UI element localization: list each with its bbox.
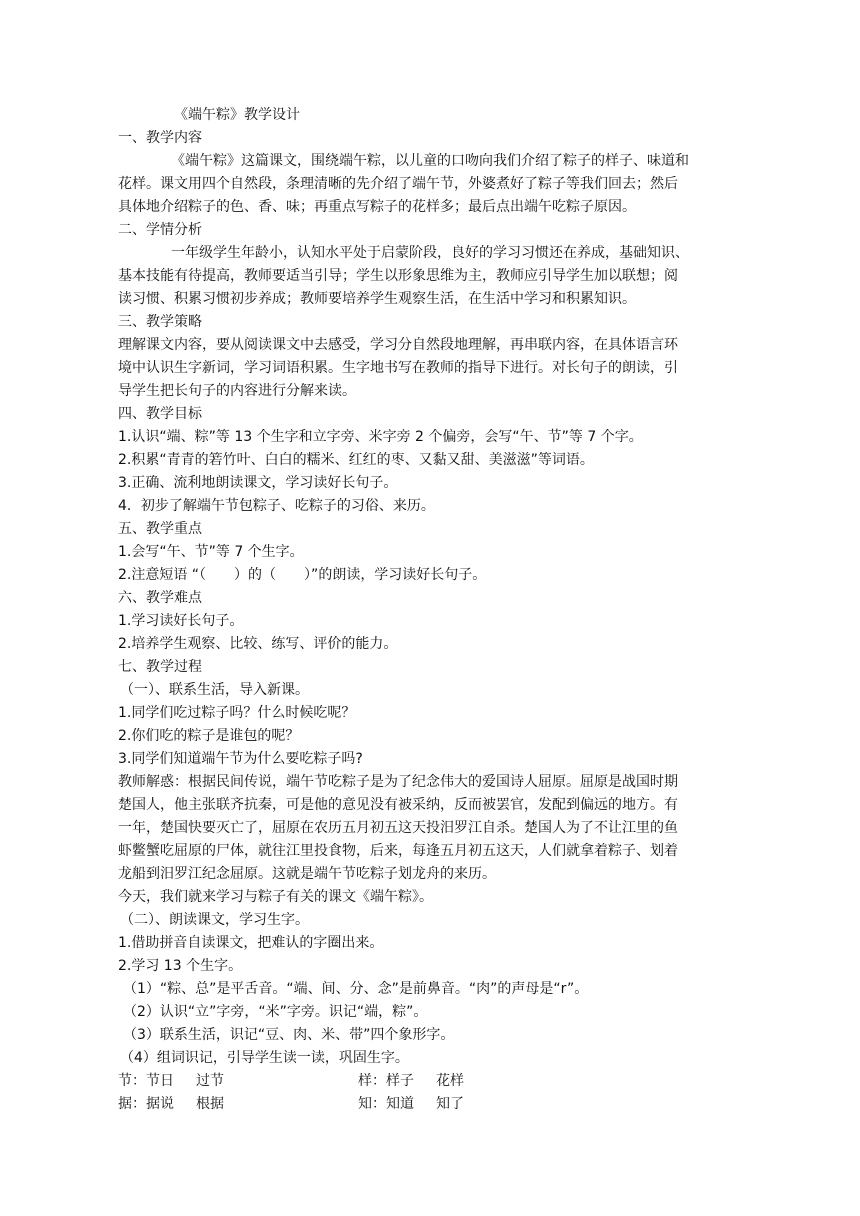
subsection-heading: （一）、联系生活，导入新课。 — [120, 682, 309, 698]
word-row — [118, 1070, 734, 1093]
paragraph-line: 一年，楚国快要灭亡了，屈原在农历五月初五这天投汨罗江自杀。楚国人为了不让江里的鱼 — [118, 820, 678, 836]
word-item: 样子 — [386, 1073, 414, 1089]
document-title: 《端午粽》教学设计 — [174, 107, 300, 123]
word-item: 知了 — [436, 1096, 464, 1112]
list-item: 1.学习读好长句子。 — [118, 613, 244, 629]
word-item: 过节 — [196, 1073, 224, 1089]
paragraph-line: 花样。课文用四个自然段，条理清晰的先介绍了端午节，外婆煮好了粽子等我们回去；然后 — [118, 176, 678, 192]
paragraph-line: 导学生把长句子的内容进行分解来读。 — [118, 383, 356, 399]
word-item: 据说 — [146, 1096, 174, 1112]
word-item: 花样 — [436, 1073, 464, 1089]
word-char: 据： — [118, 1096, 146, 1112]
subsection-heading: （二）、朗读课文，学习生字。 — [120, 912, 309, 928]
word-group — [118, 1093, 358, 1116]
section-heading: 五、教学重点 — [118, 521, 202, 537]
list-item: 1.认识“端、粽”等 13 个生字和立字旁、米字旁 2 个偏旁，会写“午、节”等 7 个字。 — [118, 429, 643, 445]
paragraph-line: 理解课文内容，要从阅读课文中去感受，学习分自然段地理解，再串联内容，在具体语言环 — [118, 337, 678, 353]
paragraph-line: 楚国人，他主张联齐抗秦，可是他的意见没有被采纳，反而被罢官，发配到偏远的地方。有 — [118, 797, 678, 813]
word-group — [358, 1070, 618, 1093]
list-item: 2.积累“青青的箬竹叶、白白的糯米、红红的枣、又黏又甜、美滋滋”等词语。 — [118, 452, 594, 468]
list-item: 4．初步了解端午节包粽子、吃粽子的习俗、来历。 — [118, 498, 435, 514]
list-item: 3.同学们知道端午节为什么要吃粽子吗? — [118, 751, 363, 767]
word-item: 知道 — [386, 1096, 414, 1112]
paragraph-line: 今天，我们就来学习与粽子有关的课文《端午粽》。 — [118, 889, 433, 905]
section-heading: 三、教学策略 — [118, 314, 202, 330]
word-char: 节： — [118, 1073, 146, 1089]
paragraph-line: 虾鳖蟹吃屈原的尸体，就往江里投食物，后来，每逢五月初五这天，人们就拿着粽子、划着 — [118, 843, 678, 859]
paragraph-line: 具体地介绍粽子的色、香、味；再重点写粽子的花样多；最后点出端午吃粽子原因。 — [118, 199, 636, 215]
word-char: 知： — [358, 1096, 386, 1112]
section-heading: 六、教学难点 — [118, 590, 202, 606]
list-item: 3.正确、流利地朗读课文，学习读好长句子。 — [118, 475, 398, 491]
sub-list-item: （3）联系生活，识记“豆、肉、米、带”四个象形字。 — [123, 1027, 455, 1043]
word-row — [118, 1093, 734, 1116]
list-item: 2.学习 13 个生字。 — [118, 958, 243, 974]
paragraph-line: 一年级学生年龄小，认知水平处于启蒙阶段，良好的学习习惯还在养成，基础知识、 — [171, 245, 689, 261]
list-item: 2.注意短语 “（ ）的（ ）”的朗读，学习读好长句子。 — [118, 567, 487, 583]
sub-list-item: （2）认识“立”字旁，“米”字旁。识记“端，粽”。 — [123, 1004, 428, 1020]
list-item: 1.同学们吃过粽子吗？什么时候吃呢？ — [118, 705, 356, 721]
sub-list-item: （1）“粽、总”是平舌音。“端、间、分、念”是前鼻音。“肉”的声母是“r”。 — [123, 981, 589, 997]
paragraph-line: 教师解惑：根据民间传说，端午节吃粽子是为了纪念伟大的爱国诗人屈原。屈原是战国时期 — [118, 774, 678, 790]
list-item: 1.借助拼音自读课文，把难认的字圈出来。 — [118, 935, 384, 951]
list-item: 2.你们吃的粽子是谁包的呢？ — [118, 728, 300, 744]
word-item: 根据 — [196, 1096, 224, 1112]
section-heading: 二、学情分析 — [118, 222, 202, 238]
section-heading: 四、教学目标 — [118, 406, 202, 422]
list-item: 1.会写“午、节”等 7 个生字。 — [118, 544, 304, 560]
paragraph-line: 境中认识生字新词，学习词语积累。生字地书写在教师的指导下进行。对长句子的朗读，引 — [118, 360, 678, 376]
sub-list-item: （4）组词识记，引导学生读一读，巩固生字。 — [120, 1050, 409, 1066]
paragraph-line: 基本技能有待提高，教师要适当引导；学生以形象思维为主，教师应引导学生加以联想；阅 — [118, 268, 678, 284]
word-group — [118, 1070, 358, 1093]
list-item: 2.培养学生观察、比较、练写、评价的能力。 — [118, 636, 398, 652]
paragraph-line: 《端午粽》这篇课文，围绕端午粽，以儿童的口吻向我们介绍了粽子的样子、味道和 — [171, 153, 689, 169]
document-body — [118, 104, 734, 1116]
section-heading: 一、教学内容 — [118, 130, 202, 146]
word-char: 样： — [358, 1073, 386, 1089]
word-item: 节日 — [146, 1073, 174, 1089]
word-group — [358, 1093, 618, 1116]
paragraph-line: 龙船到汨罗江纪念屈原。这就是端午节吃粽子划龙舟的来历。 — [118, 866, 496, 882]
section-heading: 七、教学过程 — [118, 659, 202, 675]
paragraph-line: 读习惯、积累习惯初步养成；教师要培养学生观察生活，在生活中学习和积累知识。 — [118, 291, 636, 307]
